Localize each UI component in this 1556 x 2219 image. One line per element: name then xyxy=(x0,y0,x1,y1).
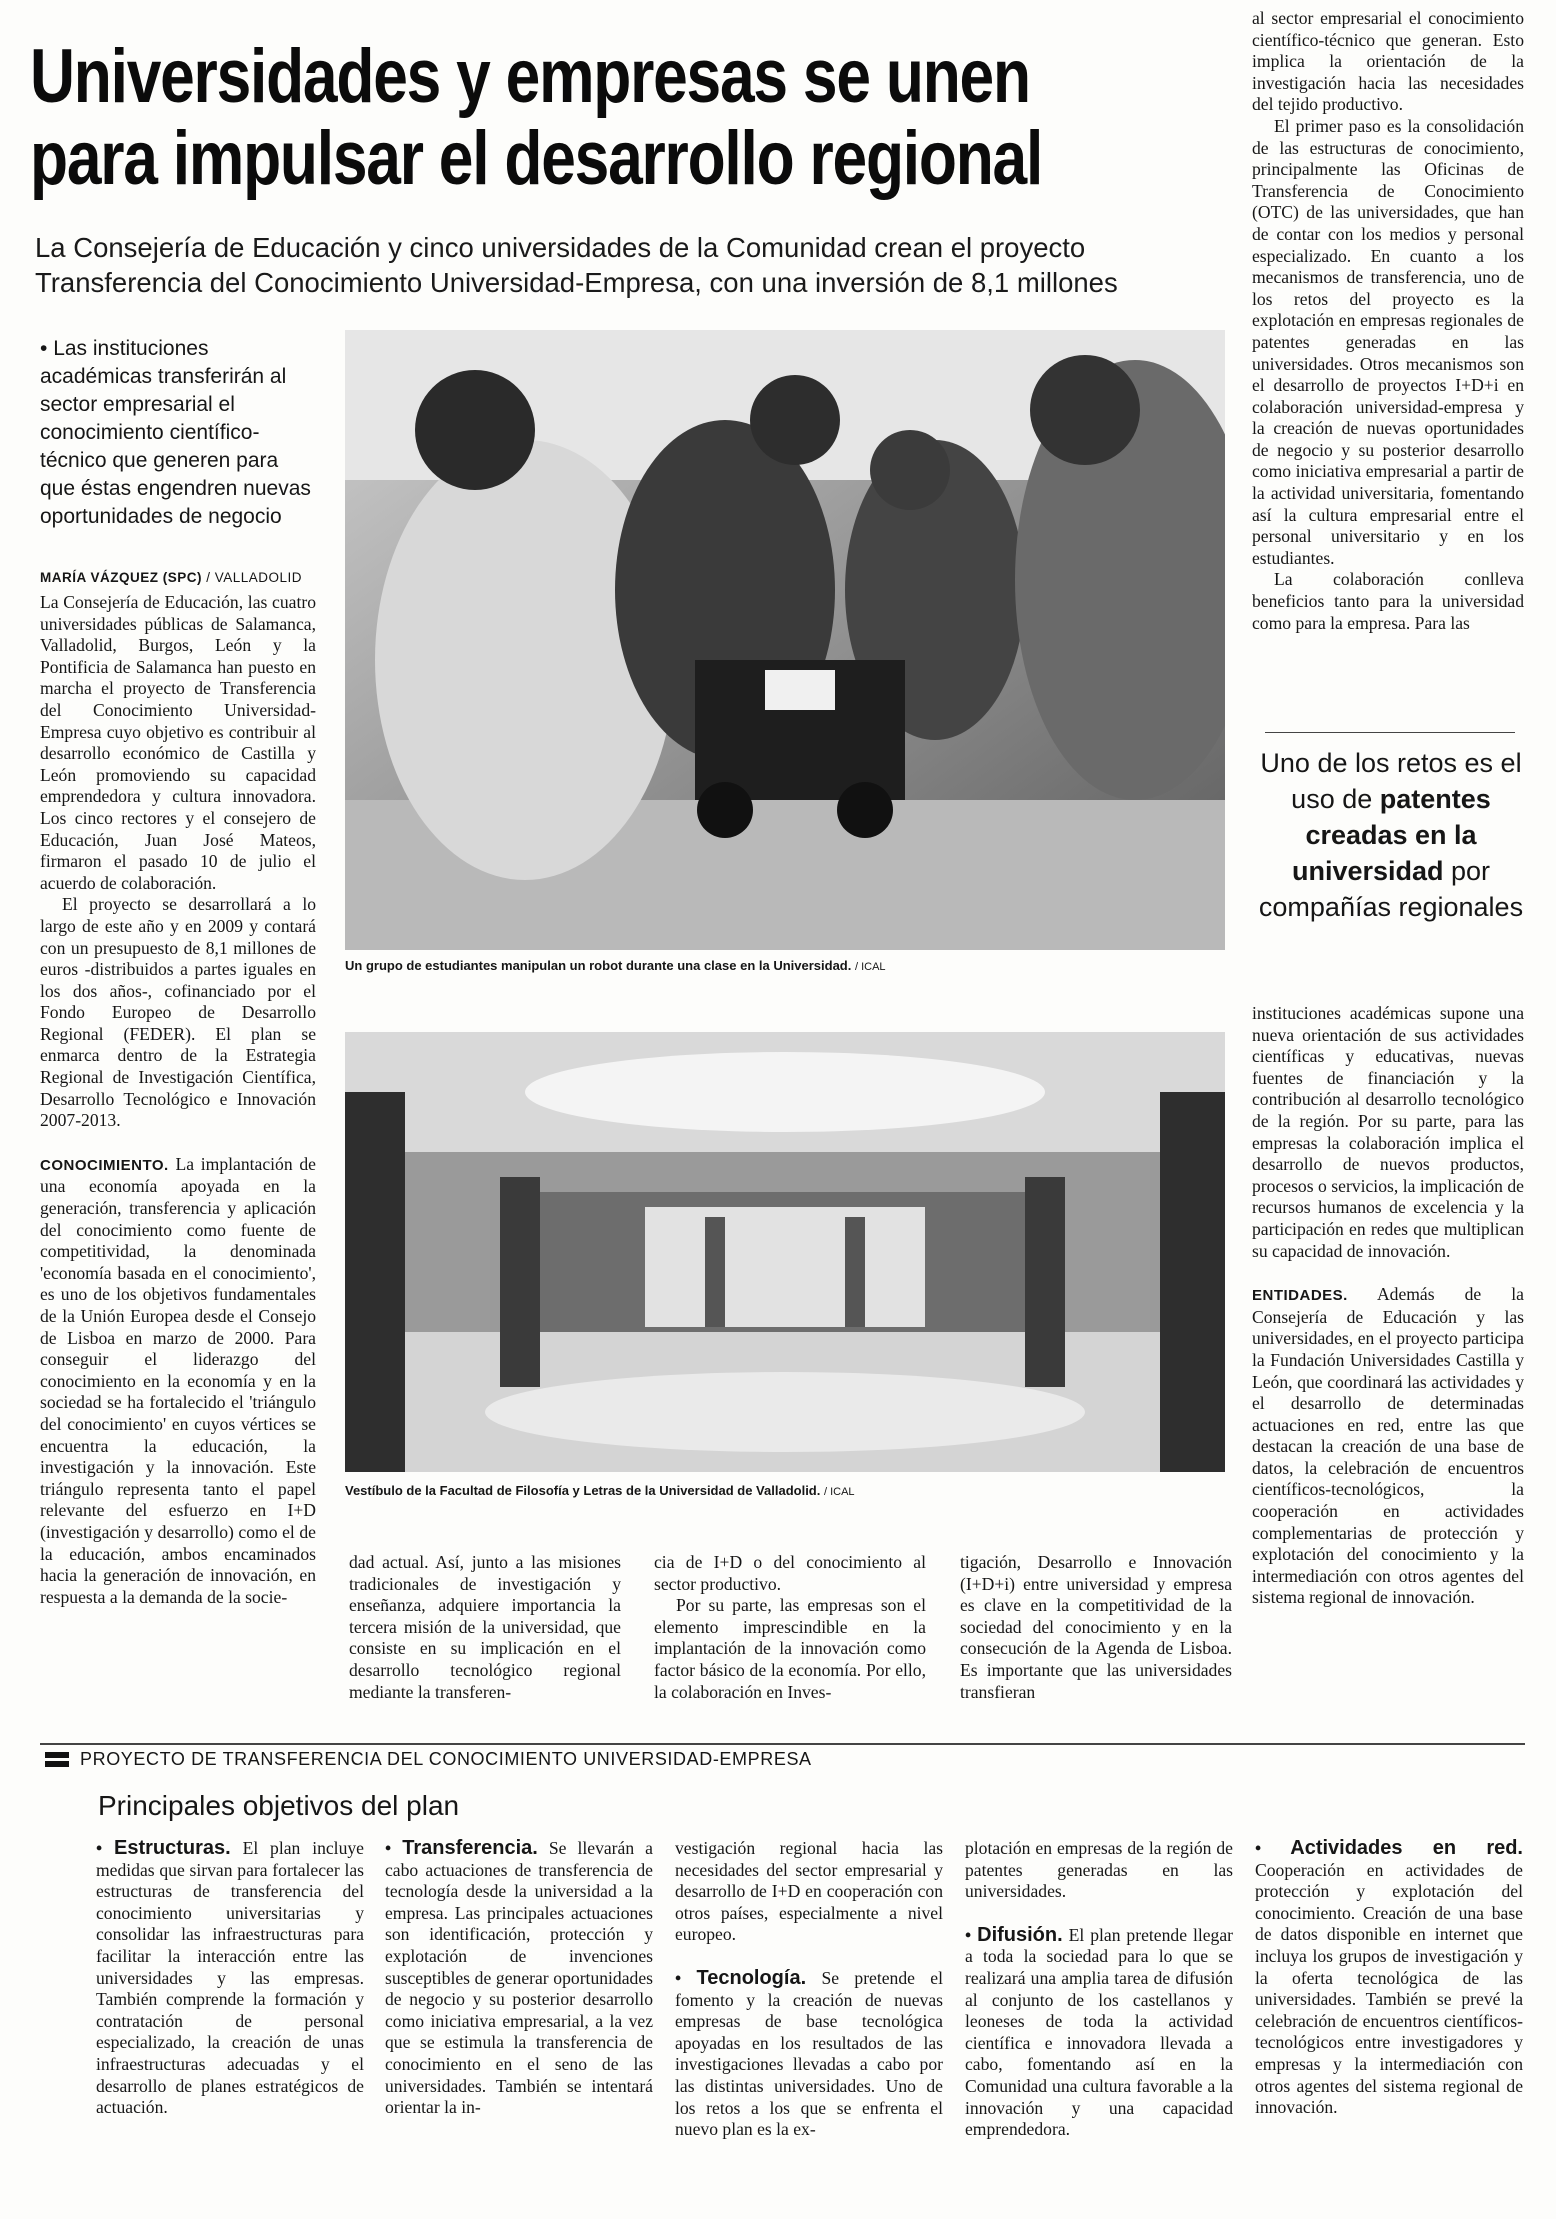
caption-2 xyxy=(345,1483,1225,1498)
column-4 xyxy=(960,1552,1232,1712)
caption-1-credit: / ICAL xyxy=(854,961,886,973)
headline-line-2: para impulsar el desarrollo regional xyxy=(30,116,1043,201)
estructuras-head: Estructuras. xyxy=(114,1838,231,1859)
box-col-tecnologia xyxy=(675,1838,943,2198)
tecnologia-head: Tecnología. xyxy=(696,1966,807,1989)
tecnologia-item xyxy=(675,1968,943,2141)
col5-paragraph-5 xyxy=(1252,1284,1524,1609)
col1-kicker: CONOCIMIENTO. xyxy=(40,1156,169,1174)
tecnologia-bullet: • xyxy=(675,1967,682,1988)
pull-quote-post: por compañías regionales xyxy=(1258,856,1524,922)
students-robot-image xyxy=(345,330,1225,950)
column-2 xyxy=(349,1552,621,1712)
col1-paragraph-2: El proyecto se desarrollará a lo largo de este año y en 2009 y contará con un presupuesto de 8,1 millones de euros -distribuidos a partes iguales en los dos años-, cofinanciado por el Fondo Europeo de Desarrollo Regional (FEDER). El plan se enmarca dentro de la Estrategia Regional de Investigación Científica, Desarrollo Tecnológico e Innovación 2007-2013. xyxy=(40,894,316,1131)
col5-paragraph-4: instituciones académicas supone una nueva orientación de sus actividades científicas y educativas, nuevas fuentes de financiación y la contribución al desarrollo tecnológico de la región. Por su parte, para las empresas la colaboración implica el desarrollo de nuevos productos, procesos o servicios, la implicación de recursos humanos de excelencia y la participación en redes que multiplican su capacidad de innovación. xyxy=(1252,1003,1524,1261)
faculty-hall-image xyxy=(345,1032,1225,1472)
column-1 xyxy=(40,592,316,1708)
col5-paragraph-5-text: Además de la Consejería de Educación y las universidades, en el proyecto participa la Fundación Universidades Castilla y León, que coordinará las actividades y el desarrollo de determinadas actuaciones en red, entre las que destacan la creación de una base de datos, la celebración de encuentros científicos-tecnológicos, la cooperación en actividades complementarias de protección y explotación del conocimiento y la intermediación con otros agentes del sistema regional de innovación. xyxy=(1252,1284,1524,1608)
col1-paragraph-3 xyxy=(40,1154,316,1608)
actividades-bullet: • xyxy=(1255,1838,1262,1858)
intro-bullet xyxy=(40,335,312,531)
pull-quote-bold: patentes creadas en la universidad xyxy=(1291,784,1491,886)
photo-faculty-hall xyxy=(345,1032,1225,1472)
photo-students-robot xyxy=(345,330,1225,950)
box-col-difusion xyxy=(965,1838,1233,2198)
col4-text: tigación, Desarrollo e Innovación (I+D+i) entre universidad y empresa es clave en la competitividad de la sociedad del conocimiento y en la consecución de la Agenda de Lisboa. Es importante que las universidades transfieran xyxy=(960,1552,1232,1702)
box-header-icon xyxy=(45,1750,69,1770)
box-col-transferencia xyxy=(385,1838,653,2198)
caption-1-text: Un grupo de estudiantes manipulan un robot durante una clase en la Universidad. xyxy=(345,958,852,973)
column-3 xyxy=(654,1552,926,1712)
byline-author: MARÍA VÁZQUEZ (SPC) xyxy=(40,570,202,585)
difusion-bullet: • xyxy=(965,1924,972,1945)
transferencia-bullet: • xyxy=(385,1838,392,1858)
col5-paragraph-1: al sector empresarial el conocimiento científico-técnico que generan. Esto implica la orientación de la investigación hacia las necesidades del tejido productivo. xyxy=(1252,8,1524,115)
column-5-bottom xyxy=(1252,1003,1524,1708)
estructuras-item xyxy=(96,1838,364,2119)
caption-2-text: Vestíbulo de la Facultad de Filosofía y Letras de la Universidad de Valladolid. xyxy=(345,1483,821,1498)
col2-text: dad actual. Así, junto a las misiones tradicionales de investigación y enseñanza, adquiere importancia la tercera misión de la universidad, que consiste en su implicación en el desarrollo tecnológico regional mediante la transferen- xyxy=(349,1552,621,1702)
box-header-glyph xyxy=(45,1750,69,1770)
byline-place: / VALLADOLID xyxy=(206,570,303,585)
quote-top-rule xyxy=(1265,732,1515,733)
byline xyxy=(40,570,340,585)
difusion-text: El plan pretende llegar a toda la sociedad para lo que se realizará una amplia tarea de difusión al conjunto de los castellanos y leoneses de toda la actividad científica e innovadora llevada a cabo, fomentando así en la Comunidad una cultura favorable a la innovación y una capacidad emprendedora. xyxy=(965,1924,1233,2140)
box-col-actividades xyxy=(1255,1838,1523,2198)
caption-2-credit: / ICAL xyxy=(823,1486,855,1498)
pull-quote-pre: Uno de los retos es el uso de xyxy=(1260,748,1522,814)
subtitle xyxy=(35,230,1235,300)
col3-paragraph-2: Por su parte, las empresas son el elemento imprescindible en la implantación de la innovación como factor básico de la economía. Por ello, la colaboración en Inves- xyxy=(654,1595,926,1702)
bullet-icon: • xyxy=(40,337,54,360)
actividades-head: Actividades en red. xyxy=(1290,1838,1523,1859)
col5-paragraph-2: El primer paso es la consolidación de las estructuras de conocimiento, principalmente las Oficinas de Transferencia de Conocimiento (OTC) de las universidades, que han de contar con los medios y personal especializado. En cuanto a los mecanismos de transferencia, uno de los retos del proyecto es la explotación en empresas regionales de patentes generadas en las universidades. Otros mecanismos son el desarrollo de proyectos I+D+i en colaboración universidad-empresa y la creación de nuevas oportunidades de negocio y su posterior desarrollo como iniciativa empresarial a partir de la actividad universitaria, fomentando así la cultura empresarial entre el personal universitario y en los estudiantes. xyxy=(1252,115,1524,568)
col1-paragraph-3-text: La implantación de una economía apoyada en la generación, transferencia y aplicación del conocimiento como fuente de competitividad, la denominada 'economía basada en el conocimiento', es uno de los objetivos fundamentales de la Unión Europea desde el Consejo de Lisboa en marzo de 2000. Para conseguir el liderazgo del conocimiento en la economía y en la sociedad se ha fortalecido el 'triángulo del conocimiento' en cuyos vértices se encuentra la educación, la investigación y la innovación. Este triángulo representa tanto el papel relevante del esfuerzo en I+D (investigación y desarrollo) como el de la educación, ambos encaminados hacia la generación de innovación, en respuesta a la demanda de la socie- xyxy=(40,1153,316,1607)
caption-1 xyxy=(345,958,1225,973)
estructuras-text: El plan incluye medidas que sirvan para fortalecer las estructuras de transferencia del conocimiento universitarias y consolidar las infraestructuras para facilitar la interacción entre las universidades y las empresas. También comprende la formación y contratación de personal especializado, la creación de unas infraestructuras adecuadas y el desarrollo de planes estratégicos de actuación. xyxy=(96,1838,364,2118)
box-top-rule xyxy=(40,1743,1525,1745)
tecnologia-text: Se pretende el fomento y la creación de nuevas empresas de base tecnológica apoyadas en los resultados de las investigaciones llevadas a cabo por las distintas universidades. Uno de los retos a los que se enfrenta el nuevo plan es la ex- xyxy=(675,1967,943,2140)
difusion-item xyxy=(965,1925,1233,2141)
estructuras-bullet: • xyxy=(96,1838,103,1858)
column-5-top xyxy=(1252,8,1524,720)
intro-bullet-text: Las instituciones académicas transferirán al sector empresarial el conocimiento científico-técnico que generen para que éstas engendren nuevas oportunidades de negocio xyxy=(40,337,311,528)
box-col-estructuras xyxy=(96,1838,364,2198)
col3-paragraph-1: cia de I+D o del conocimiento al sector productivo. xyxy=(654,1552,926,1594)
col1-paragraph-1: La Consejería de Educación, las cuatro universidades públicas de Salamanca, Valladolid, Burgos, León y la Pontificia de Salamanca han puesto en marcha el proyecto de Transferencia del Conocimiento Universidad-Empresa cuyo objetivo es contribuir al desarrollo económico de Castilla y León promoviendo su capacidad emprendedora y cultura innovadora. Los cinco rectores y el consejero de Educación, Juan José Mateos, firmaron el pasado 10 de julio el acuerdo de colaboración. xyxy=(40,592,316,893)
col4-continuation: plotación en empresas de la región de patentes generadas en las universidades. xyxy=(965,1838,1233,1902)
col5-kicker: ENTIDADES. xyxy=(1252,1287,1348,1305)
transferencia-text: Se llevarán a cabo actuaciones de transferencia de tecnología desde la universidad a la empresa. Las principales actuaciones son identificación, protección y explotación de invenciones susceptibles de generar oportunidades de negocio y su posterior desarrollo como iniciativa empresarial, a la vez que se estimula la transferencia de conocimiento en el seno de las universidades. También se intentará orientar la in- xyxy=(385,1838,653,2118)
pull-quote xyxy=(1255,745,1527,925)
actividades-item xyxy=(1255,1838,1523,2119)
difusion-head: Difusión. xyxy=(977,1923,1063,1946)
subtitle-line-1: La Consejería de Educación y cinco universidades de la Comunidad crean el proyecto xyxy=(35,232,1086,263)
transferencia-item xyxy=(385,1838,653,2119)
subtitle-line-2: Transferencia del Conocimiento Universidad-Empresa, con una inversión de 8,1 millones xyxy=(35,267,1118,298)
headline xyxy=(30,36,1230,206)
box-header: PROYECTO DE TRANSFERENCIA DEL CONOCIMIENTO UNIVERSIDAD-EMPRESA xyxy=(80,1749,812,1769)
col3-continuation: vestigación regional hacia las necesidades del sector empresarial y desarrollo de I+D en cooperación con otros países, especialmente a nivel europeo. xyxy=(675,1838,943,1945)
transferencia-head: Transferencia. xyxy=(402,1838,538,1859)
headline-line-1: Universidades y empresas se unen xyxy=(30,34,1030,119)
box-title: Principales objetivos del plan xyxy=(98,1790,460,1821)
actividades-text: Cooperación en actividades de protección y explotación del conocimiento. Creación de una base de datos disponible en internet que incluya los grupos de investigación y la oferta tecnológica de las universidades. También se prevé la celebración de encuentros científicos-tecnológicos entre investigadores y empresas y la intermediación con otros agentes del sistema regional de innovación. xyxy=(1255,1859,1523,2118)
col5-paragraph-3: La colaboración conlleva beneficios tanto para la universidad como para la empresa. Para las xyxy=(1252,569,1524,633)
